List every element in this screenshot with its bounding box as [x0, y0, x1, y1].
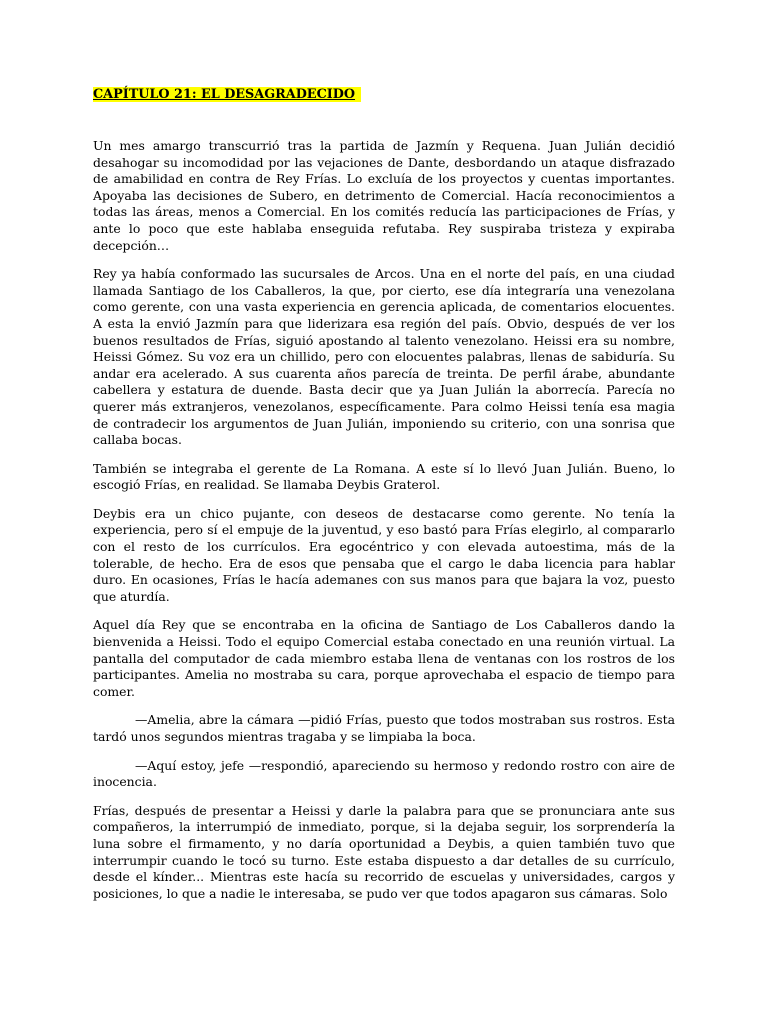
paragraph: Un mes amargo transcurrió tras la partida de Jazmín y Requena. Juan Julián decidió desahogar su incomodidad por las vejaciones de Dante, desbordando un ataque disfrazado de amabilidad en contra de Rey Frías. Lo excluía de los proyectos y cuentas importantes. Apoyaba las decisiones de Subero, en detrimento de Comercial. Hacía reconocimientos a todas las áreas, menos a Comercial. En los comités reducía las participaciones de Frías, y ante lo poco que este hablaba enseguida refutaba. Rey suspiraba tristeza y expiraba decepción… — [93, 138, 675, 253]
paragraph: Frías, después de presentar a Heissi y darle la palabra para que se pronunciara ante sus compañeros, la interrumpió de inmediato, porque, si la dejaba seguir, los sorprendería la luna sobre el firmamento, y no daría oportunidad a Deybis, a quien también tuvo que interrumpir cuando le tocó su turno. Este estaba dispuesto a dar detalles de su currículo, desde el kínder... Mientras este hacía su recorrido de escuelas y universidades, cargos y posiciones, lo que a nadie le interesaba, se pudo ver que todos apagaron sus cámaras. Solo — [93, 802, 675, 901]
dialogue-paragraph: —Aquí estoy, jefe —respondió, apareciendo su hermoso y redondo rostro con aire de inocencia. — [93, 757, 675, 790]
paragraph: Aquel día Rey que se encontraba en la oficina de Santiago de Los Caballeros dando la bienvenida a Heissi. Todo el equipo Comercial estaba conectado en una reunión virtual. La pantalla del computador de cada miembro estaba llena de ventanas con los rostros de los participantes. Amelia no mostraba su cara, porque aprovechaba el espacio de tiempo para comer. — [93, 617, 675, 699]
dialogue-paragraph: —Amelia, abre la cámara —pidió Frías, puesto que todos mostraban sus rostros. Esta tardó unos segundos mientras tragaba y se limpiaba la boca. — [93, 712, 675, 744]
paragraph: Rey ya había conformado las sucursales de Arcos. Una en el norte del país, en una ciudad llamada Santiago de los Caballeros, la que, por cierto, ese día integraría una venezolana como gerente, con una vasta experiencia en gerencia aplicada, de comentarios elocuentes. A esta la envió Jazmín para que liderizara esa región del país. Obvio, después de ver los buenos resultados de Frías, siguió apostando al talento venezolano. Heissi era su nombre, Heissi Gómez. Su voz era un chillido, pero con elocuentes palabras, llenas de sabiduría. Su andar era acelerado. A sus cuarenta años parecía de treinta. De perfil árabe, abundante cabellera y estatura de duende. Basta decir que ya Juan Julián la aborrecía. Parecía no querer más extranjeros, venezolanos, específicamente. Para colmo Heissi tenía esa magia de contradecir los argumentos de Juan Julián, imponiendo su criterio, con una sonrisa que callaba bocas. — [93, 266, 675, 448]
document-page — [93, 86, 675, 914]
chapter-body — [93, 138, 675, 902]
paragraph: También se integraba el gerente de La Romana. A este sí lo llevó Juan Julián. Bueno, lo escogió Frías, en realidad. Se llamaba Deybis Graterol. — [93, 460, 675, 493]
chapter-title-text: CAPÍTULO 21: EL DESAGRADECIDO — [93, 87, 361, 102]
paragraph: Deybis era un chico pujante, con deseos de destacarse como gerente. No tenía la experiencia, pero sí el empuje de la juventud, y eso bastó para Frías elegirlo, al compararlo con el resto de los currículos. Era egocéntrico y con elevada autoestima, más de la tolerable, de hecho. Era de esos que pensaba que el cargo le daba licencia para hablar duro. En ocasiones, Frías le hacía ademanes con sus manos para que bajara la voz, puesto que aturdía. — [93, 505, 675, 604]
chapter-title — [93, 86, 675, 104]
